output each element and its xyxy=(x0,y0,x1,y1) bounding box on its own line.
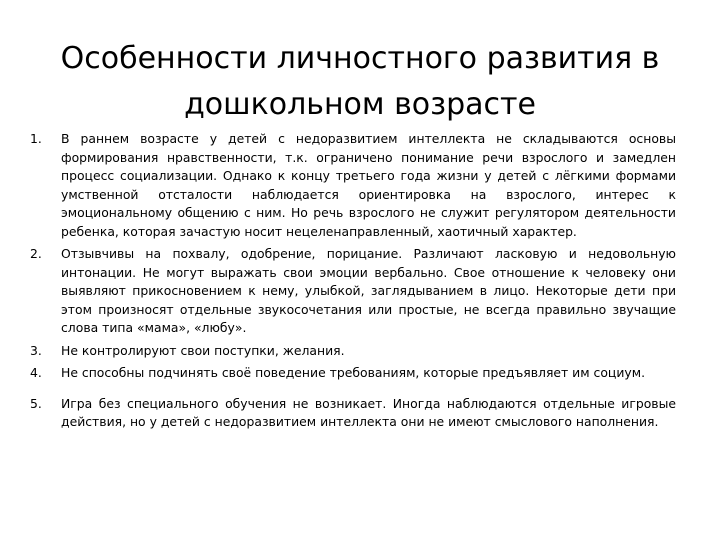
characteristics-list xyxy=(30,130,676,436)
list-item-number: 4. xyxy=(30,365,42,380)
list-item-number: 2. xyxy=(30,246,42,261)
list-item-text: В раннем возрасте у детей с недоразвитием интеллекта не складываются основы формирования нравственности, т.к. ограничено понимание речи взрослого и замедлен процесс социализации. Однако к концу третьего года жизни у детей с лёгкими формами умственной отсталости наблюдается ориентировка на взрослого, интерес к эмоциональному общению с ним. Но речь взрослого не служит регулятором деятельности ребенка, которая зачастую носит нецеленаправленный, хаотичный характер. xyxy=(61,131,676,239)
list-item xyxy=(30,342,676,361)
list-item xyxy=(30,130,676,241)
list-item-number: 5. xyxy=(30,395,42,411)
slide-title: Особенности личностного развития в дошкольном возрасте xyxy=(60,41,660,122)
list-item-number: 3. xyxy=(30,342,42,358)
list-item-text: Отзывчивы на похвалу, одобрение, порицание. Различают ласковую и недовольную интонации. Не могут выражать свои эмоции вербально. Свое отношение к человеку они выявляют прикосновением к нему, улыбкой, заглядыванием в лицо. Некоторые дети при этом произносят отдельные звукосочетания или простые, не всегда правильно звучащие слова типа «мама», «любу». xyxy=(61,246,676,335)
list-item-text: Не способны подчинять своё поведение требованиям, которые предъявляет им социум. xyxy=(61,365,646,380)
list-item-text: Не контролируют свои поступки, желания. xyxy=(61,342,345,358)
list-item-text: Игра без специального обучения не возникает. Иногда наблюдаются отдельные игровые действия, но у детей с недоразвитием интеллекта они не имеют смыслового наполнения. xyxy=(61,395,676,429)
list-item xyxy=(30,395,676,432)
list-item xyxy=(30,364,676,383)
list-item-number: 1. xyxy=(30,131,42,146)
list-item xyxy=(30,245,676,338)
